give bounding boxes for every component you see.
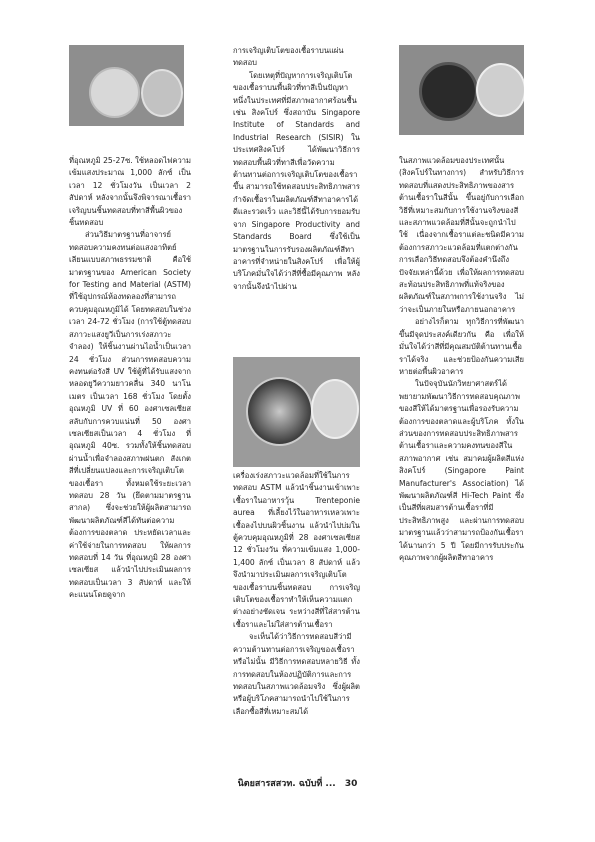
magazine-name: นิตยสารสสวท. ฉบับที่ ... (237, 779, 336, 789)
paragraph: ที่อุณหภูมิ 25-27ซ. ใช้หลอดไฟความเข้มแสงประมาณ 1,000 ลักซ์ เป็นเวลา 12 ชั่วโมงวัน เป็นเวลา 2 สัปดาห์ หลังจากนั้นจึงพิจารณาเชื้อราเจริญบนชิ้นทดสอบที่ทาสีพื้นผิวของชิ้นทดสอบ (69, 156, 191, 228)
text-column-2-lower (233, 470, 360, 765)
photo-petri-dishes-right (399, 45, 524, 135)
petri-dish-mould-dark (419, 62, 478, 121)
paragraph: ในสภาพแวดล้อมของประเทศนั้น (สิงคโปร์ในทางการ) สำหรับวิธีการทดสอบที่แสดงประสิทธิภาพของสารต้านเชื้อราในสีนั้น ขึ้นอยู่กับการเลือกวิธีที่เหมาะสมกับการใช้งานจริงของสีและสภาพแวดล้อมที่สีนั้นจะถูกนำไปใช้ เนื่องจากเชื้อราแต่ละชนิดมีความต้องการสภาวะแวดล้อมที่แตกต่างกัน การเลือกวิธีทดสอบจึงต้องคำนึงถึงปัจจัยเหล่านี้ด้วย เพื่อให้ผลการทดสอบสะท้อนประสิทธิภาพที่แท้จริงของผลิตภัณฑ์ในสภาพการใช้งานจริง ไม่ว่าจะเป็นภายในหรือภายนอกอาคาร (399, 156, 524, 314)
petri-dish-control (311, 379, 359, 439)
paragraph: ในปัจจุบันนักวิทยาศาสตร์ได้พยายามพัฒนาวิธีการทดสอบคุณภาพของสีให้ได้มาตรฐานเพื่อรองรับความต้องการของตลาดและผู้บริโภค ทั้งในส่วนของการทดสอบประสิทธิภาพสารต้านเชื้อราและความคงทนของสีในสภาพอากาศ เช่น สมาคมผู้ผลิตสีแห่งสิงคโปร์ (Singapore Paint Manufacturer's Association) ได้พัฒนาผลิตภัณฑ์สี Hi-Tech Paint ซึ่งเป็นสีที่ผสมสารต้านเชื้อราที่มีประสิทธิภาพสูง และผ่านการทดสอบมาตรฐานแล้วว่าสามารถป้องกันเชื้อราได้นานกว่า 5 ปี โดยมีการรับประกันคุณภาพจากผู้ผลิตสีทาอาคาร (399, 379, 524, 562)
page-footer (0, 776, 595, 790)
paragraph: เครื่องเร่งสภาวะแวดล้อมที่ใช้ในการทดสอบ ASTM แล้วนำชิ้นงานเข้าเพาะเชื้อราในอาหารวุ้น Trenteponie aurea ที่เลี้ยงไว้ในอาหารเหลวเพาะเชื้อลงไปบนผิวชิ้นงาน แล้วนำไปบ่มในตู้ควบคุมอุณหภูมิที่ 28 องศาเซลเซียส 12 ชั่วโมงวัน ที่ความเข้มแสง 1,000-1,400 ลักซ์ เป็นเวลา 8 สัปดาห์ แล้วจึงนำมาประเมินผลการเจริญเติบโตของเชื้อราบนชิ้นทดสอบ การเจริญเติบโตของเชื้อราทำให้เห็นความแตกต่างอย่างชัดเจน ระหว่างสีที่ใส่สารต้านเชื้อราและไม่ใส่สารต้านเชื้อรา (233, 471, 360, 629)
petri-dish-mould-grown (246, 377, 313, 446)
photo-petri-dishes-left (69, 45, 184, 126)
petri-dish-clean (476, 63, 524, 117)
text-column-2-upper (233, 45, 360, 352)
text-column-3 (399, 155, 524, 765)
petri-dish-bare (89, 67, 140, 118)
page-number: 30 (344, 779, 358, 789)
paragraph: ส่วนวิธีมาตรฐานที่อาจารย์ทดสอบความคงทนต่อแสงอาทิตย์ เลียนแบบสภาพธรรมชาติ คือใช้มาตรฐานของ American Society for Testing and Material (ASTM) ที่ใช้อุปกรณ์ห้องทดลองที่สามารถควบคุมอุณหภูมิได้ โดยทดสอบในช่วงเวลา 24-72 ชั่วโมง (การใช้ตู้ทดสอบสภาวะแสงยูวีเป็นการเร่งสภาวะจำลอง) ให้ชิ้นงานผ่านไอน้ำเป็นเวลา 24 ชั่วโมง ส่วนการทดสอบความคงทนต่อรังสี UV ใช้ตู้ที่ได้รับแสงจากหลอดยูวีความยาวคลื่น 340 นาโนเมตร เป็นเวลา 168 ชั่วโมง โดยตั้งอุณหภูมิ UV ที่ 60 องศาเซลเซียส สลับกับการควบแน่นที่ 50 องศาเซลเซียสเป็นเวลา 4 ชั่วโมง ที่อุณหภูมิ 40ซ. รวมทั้งให้ชิ้นทดสอบผ่านน้ำเพื่อจำลองสภาพฝนตก สังเกตสีที่เปลี่ยนแปลงและการเจริญเติบโตของเชื้อรา ทั้งหมดใช้ระยะเวลาทดสอบ 28 วัน (ยึดตามมาตรฐานสากล) ซึ่งจะช่วยให้ผู้ผลิตสามารถพัฒนาผลิตภัณฑ์สีได้ทันต่อความต้องการของตลาด ประหยัดเวลาและค่าใช้จ่ายในการทดสอบ ให้ผลการทดสอบที่ 14 วัน ที่อุณหภูมิ 28 องศาเซลเซียส แล้วนำไปประเมินผลการทดสอบเป็นเวลา 3 สัปดาห์ และให้คะแนนโดยดูจาก (69, 230, 191, 600)
petri-dish-clear (141, 69, 183, 117)
paragraph: การเจริญเติบโตของเชื้อราบนแผ่นทดสอบ (233, 46, 344, 68)
photo-petri-dishes-middle (233, 357, 360, 467)
paragraph: จะเห็นได้ว่าวิธีการทดสอบสีว่ามีความต้านทานต่อการเจริญของเชื้อราหรือไม่นั้น มีวิธีการทดสอบหลายวิธี ทั้งการทดสอบในห้องปฏิบัติการและการทดสอบในสภาพแวดล้อมจริง ซึ่งผู้ผลิตหรือผู้บริโภคสามารถนำไปใช้ในการเลือกซื้อสีที่เหมาะสมได้ (233, 632, 360, 716)
paragraph: อย่างไรก็ตาม ทุกวิธีการที่พัฒนาขึ้นมีจุดประสงค์เดียวกัน คือ เพื่อให้มั่นใจได้ว่าสีที่มีคุณสมบัติต้านทานเชื้อราได้จริง และช่วยป้องกันความเสียหายต่อพื้นผิวอาคาร (399, 317, 524, 376)
paragraph: โดยเหตุที่ปัญหาการเจริญเติบโตของเชื้อราบนพื้นผิวที่ทาสีเป็นปัญหาหนึ่งในประเทศที่มีสภาพอากาศร้อนชื้น เช่น สิงคโปร์ ซึ่งสถาบัน Singapore Institute of Standards and Industrial Research (SISIR) ในประเทศสิงคโปร์ ได้พัฒนาวิธีการทดสอบพื้นผิวที่ทาสีเพื่อวัดความต้านทานต่อการเจริญเติบโตของเชื้อราขึ้น สามารถใช้ทดสอบประสิทธิภาพสารกำจัดเชื้อราในผลิตภัณฑ์สีทาอาคารได้ดีและรวดเร็ว และวิธีนี้ได้รับการยอมรับจาก Singapore Productivity and Standards Board ซึ่งใช้เป็นมาตรฐานในการรับรองผลิตภัณฑ์สีทาอาคารที่จำหน่ายในสิงคโปร์ เพื่อให้ผู้บริโภคมั่นใจได้ว่าสีที่ซื้อมีคุณภาพ หลังจากนั้นจึงนำไปผ่าน (233, 70, 360, 291)
text-column-1 (69, 155, 191, 765)
